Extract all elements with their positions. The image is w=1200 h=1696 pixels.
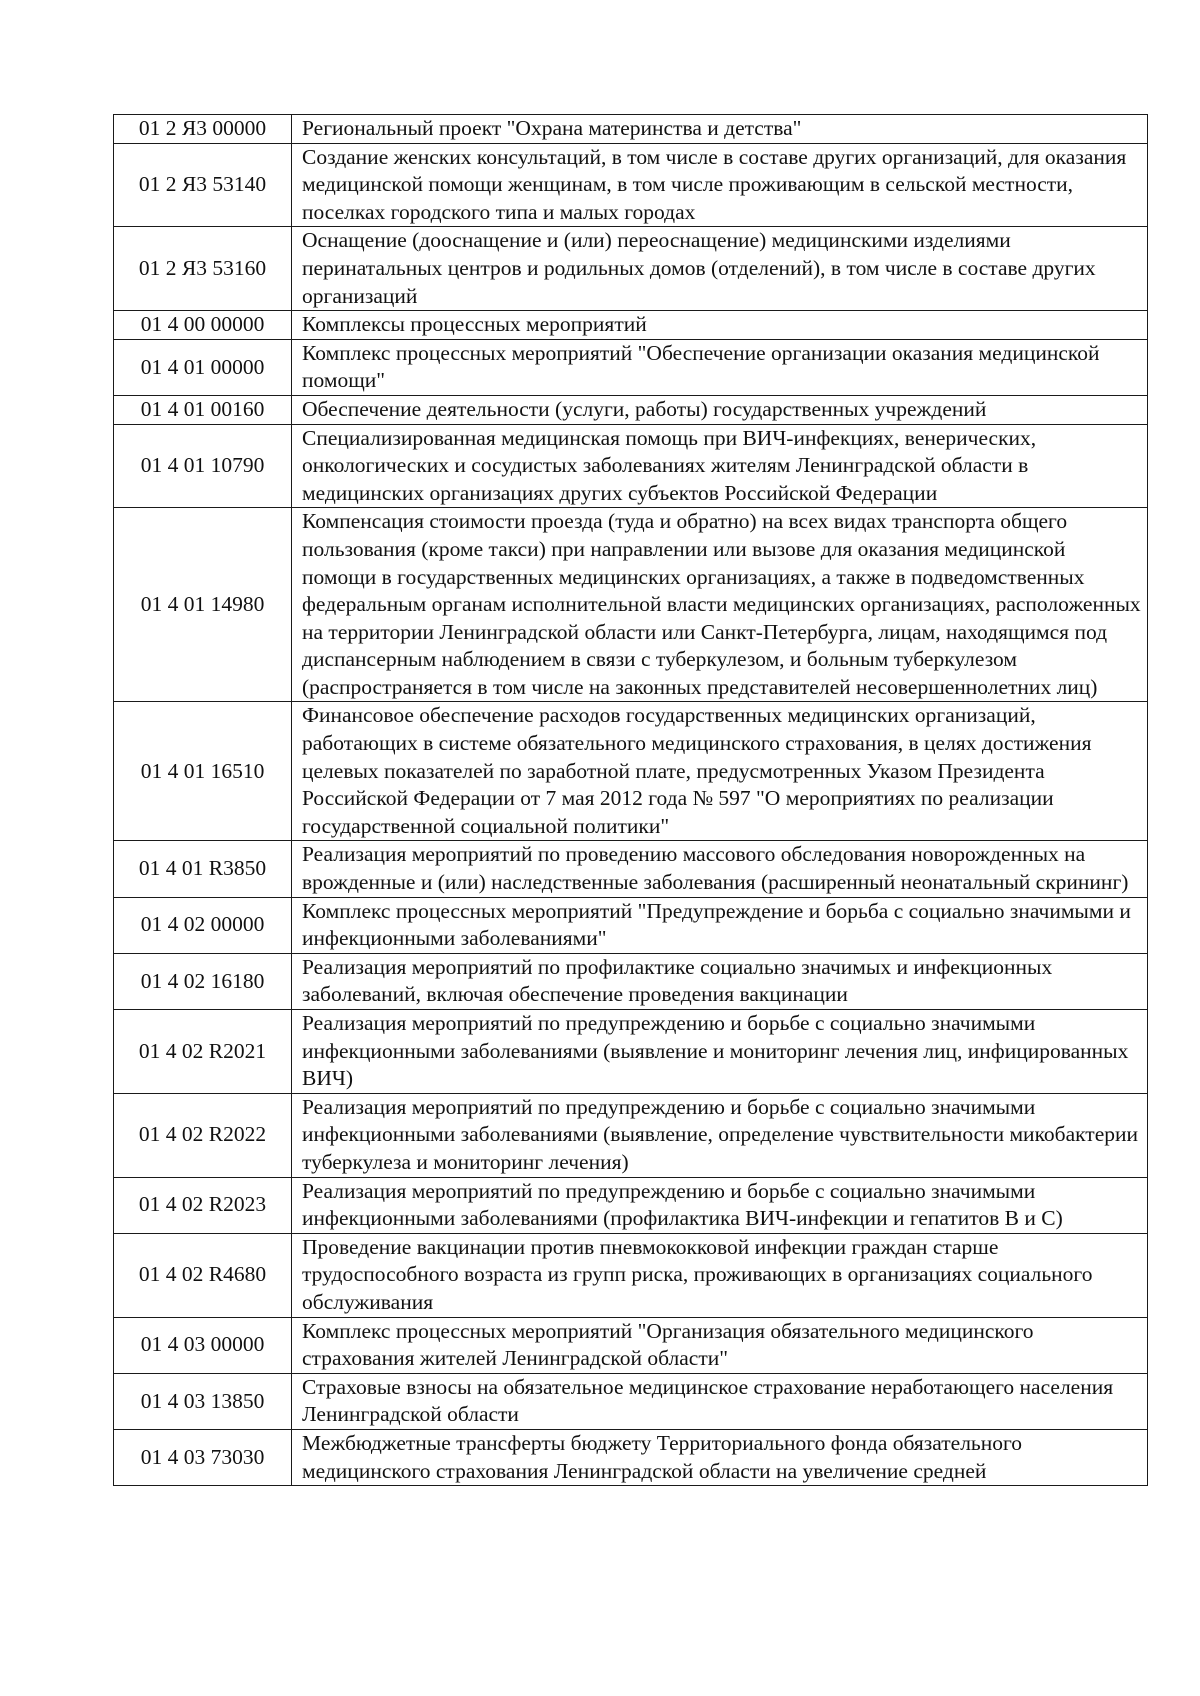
table-row xyxy=(114,311,1148,340)
table-row xyxy=(114,1177,1148,1233)
description-cell: Комплекс процессных мероприятий "Обеспечение организации оказания медицинской помощи" xyxy=(292,339,1148,395)
description-cell: Комплекс процессных мероприятий "Предупреждение и борьба с социально значимыми и инфекционными заболеваниями" xyxy=(292,897,1148,953)
description-cell: Реализация мероприятий по профилактике социально значимых и инфекционных заболеваний, включая обеспечение проведения вакцинации xyxy=(292,953,1148,1009)
table-row xyxy=(114,1373,1148,1429)
description-cell: Комплексы процессных мероприятий xyxy=(292,311,1148,340)
budget-code-cell: 01 2 Я3 00000 xyxy=(114,115,292,144)
description-cell: Страховые взносы на обязательное медицинское страхование неработающего населения Ленинградской области xyxy=(292,1373,1148,1429)
budget-code-cell: 01 4 02 R2023 xyxy=(114,1177,292,1233)
description-cell: Компенсация стоимости проезда (туда и обратно) на всех видах транспорта общего пользования (кроме такси) при направлении или вызове для оказания медицинской помощи в государственных медицинских организациях, а также в подведомственных федеральным органам исполнительной власти медицинских организациях, расположенных на территории Ленинградской области или Санкт-Петербурга, лицам, находящимся под диспансерным наблюдением в связи с туберкулезом, и больным туберкулезом (распространяется в том числе на законных представителей несовершеннолетних лиц) xyxy=(292,508,1148,702)
table-row xyxy=(114,1010,1148,1094)
description-cell: Межбюджетные трансферты бюджету Территориального фонда обязательного медицинского страхования Ленинградской области на увеличение средней xyxy=(292,1429,1148,1485)
table-row xyxy=(114,897,1148,953)
table-row xyxy=(114,339,1148,395)
table-row xyxy=(114,227,1148,311)
budget-code-cell: 01 4 01 16510 xyxy=(114,702,292,841)
budget-code-cell: 01 4 01 14980 xyxy=(114,508,292,702)
description-cell: Региональный проект "Охрана материнства и детства" xyxy=(292,115,1148,144)
description-cell: Реализация мероприятий по предупреждению и борьбе с социально значимыми инфекционными заболеваниями (выявление и мониторинг лечения лиц, инфицированных ВИЧ) xyxy=(292,1010,1148,1094)
table-body xyxy=(114,115,1148,1486)
description-cell: Комплекс процессных мероприятий "Организация обязательного медицинского страхования жителей Ленинградской области" xyxy=(292,1317,1148,1373)
budget-code-cell: 01 4 01 00000 xyxy=(114,339,292,395)
table-row xyxy=(114,508,1148,702)
budget-code-cell: 01 4 02 R4680 xyxy=(114,1233,292,1317)
table-row xyxy=(114,424,1148,508)
table-row xyxy=(114,1093,1148,1177)
description-cell: Оснащение (дооснащение и (или) переоснащение) медицинскими изделиями перинатальных центров и родильных домов (отделений), в том числе в составе других организаций xyxy=(292,227,1148,311)
description-cell: Реализация мероприятий по предупреждению и борьбе с социально значимыми инфекционными заболеваниями (профилактика ВИЧ-инфекции и гепатитов B и C) xyxy=(292,1177,1148,1233)
budget-code-cell: 01 4 03 13850 xyxy=(114,1373,292,1429)
description-cell: Реализация мероприятий по проведению массового обследования новорожденных на врожденные и (или) наследственные заболевания (расширенный неонатальный скрининг) xyxy=(292,841,1148,897)
table-row xyxy=(114,143,1148,227)
table-row xyxy=(114,702,1148,841)
description-cell: Создание женских консультаций, в том числе в составе других организаций, для оказания медицинской помощи женщинам, в том числе проживающим в сельской местности, поселках городского типа и малых городах xyxy=(292,143,1148,227)
budget-code-cell: 01 4 03 00000 xyxy=(114,1317,292,1373)
budget-code-cell: 01 4 01 10790 xyxy=(114,424,292,508)
table-row xyxy=(114,1317,1148,1373)
table-row xyxy=(114,841,1148,897)
budget-code-cell: 01 4 03 73030 xyxy=(114,1429,292,1485)
description-cell: Финансовое обеспечение расходов государственных медицинских организаций, работающих в системе обязательного медицинского страхования, в целях достижения целевых показателей по заработной плате, предусмотренных Указом Президента Российской Федерации от 7 мая 2012 года № 597 "О мероприятиях по реализации государственной социальной политики" xyxy=(292,702,1148,841)
description-cell: Проведение вакцинации против пневмококковой инфекции граждан старше трудоспособного возраста из групп риска, проживающих в организациях социального обслуживания xyxy=(292,1233,1148,1317)
table-row xyxy=(114,395,1148,424)
budget-code-table xyxy=(113,114,1148,1486)
budget-code-cell: 01 4 02 16180 xyxy=(114,953,292,1009)
budget-code-cell: 01 4 01 R3850 xyxy=(114,841,292,897)
budget-code-cell: 01 2 Я3 53160 xyxy=(114,227,292,311)
description-cell: Реализация мероприятий по предупреждению и борьбе с социально значимыми инфекционными заболеваниями (выявление, определение чувствительности микобактерии туберкулеза и мониторинг лечения) xyxy=(292,1093,1148,1177)
table-row xyxy=(114,953,1148,1009)
budget-code-cell: 01 4 02 R2021 xyxy=(114,1010,292,1094)
budget-code-cell: 01 4 02 00000 xyxy=(114,897,292,953)
description-cell: Обеспечение деятельности (услуги, работы) государственных учреждений xyxy=(292,395,1148,424)
budget-code-cell: 01 4 01 00160 xyxy=(114,395,292,424)
budget-code-cell: 01 2 Я3 53140 xyxy=(114,143,292,227)
table-row xyxy=(114,1233,1148,1317)
budget-code-cell: 01 4 02 R2022 xyxy=(114,1093,292,1177)
table-row xyxy=(114,1429,1148,1485)
document-page xyxy=(113,114,1147,1486)
table-row xyxy=(114,115,1148,144)
description-cell: Специализированная медицинская помощь при ВИЧ-инфекциях, венерических, онкологических и сосудистых заболеваниях жителям Ленинградской области в медицинских организациях других субъектов Российской Федерации xyxy=(292,424,1148,508)
budget-code-cell: 01 4 00 00000 xyxy=(114,311,292,340)
